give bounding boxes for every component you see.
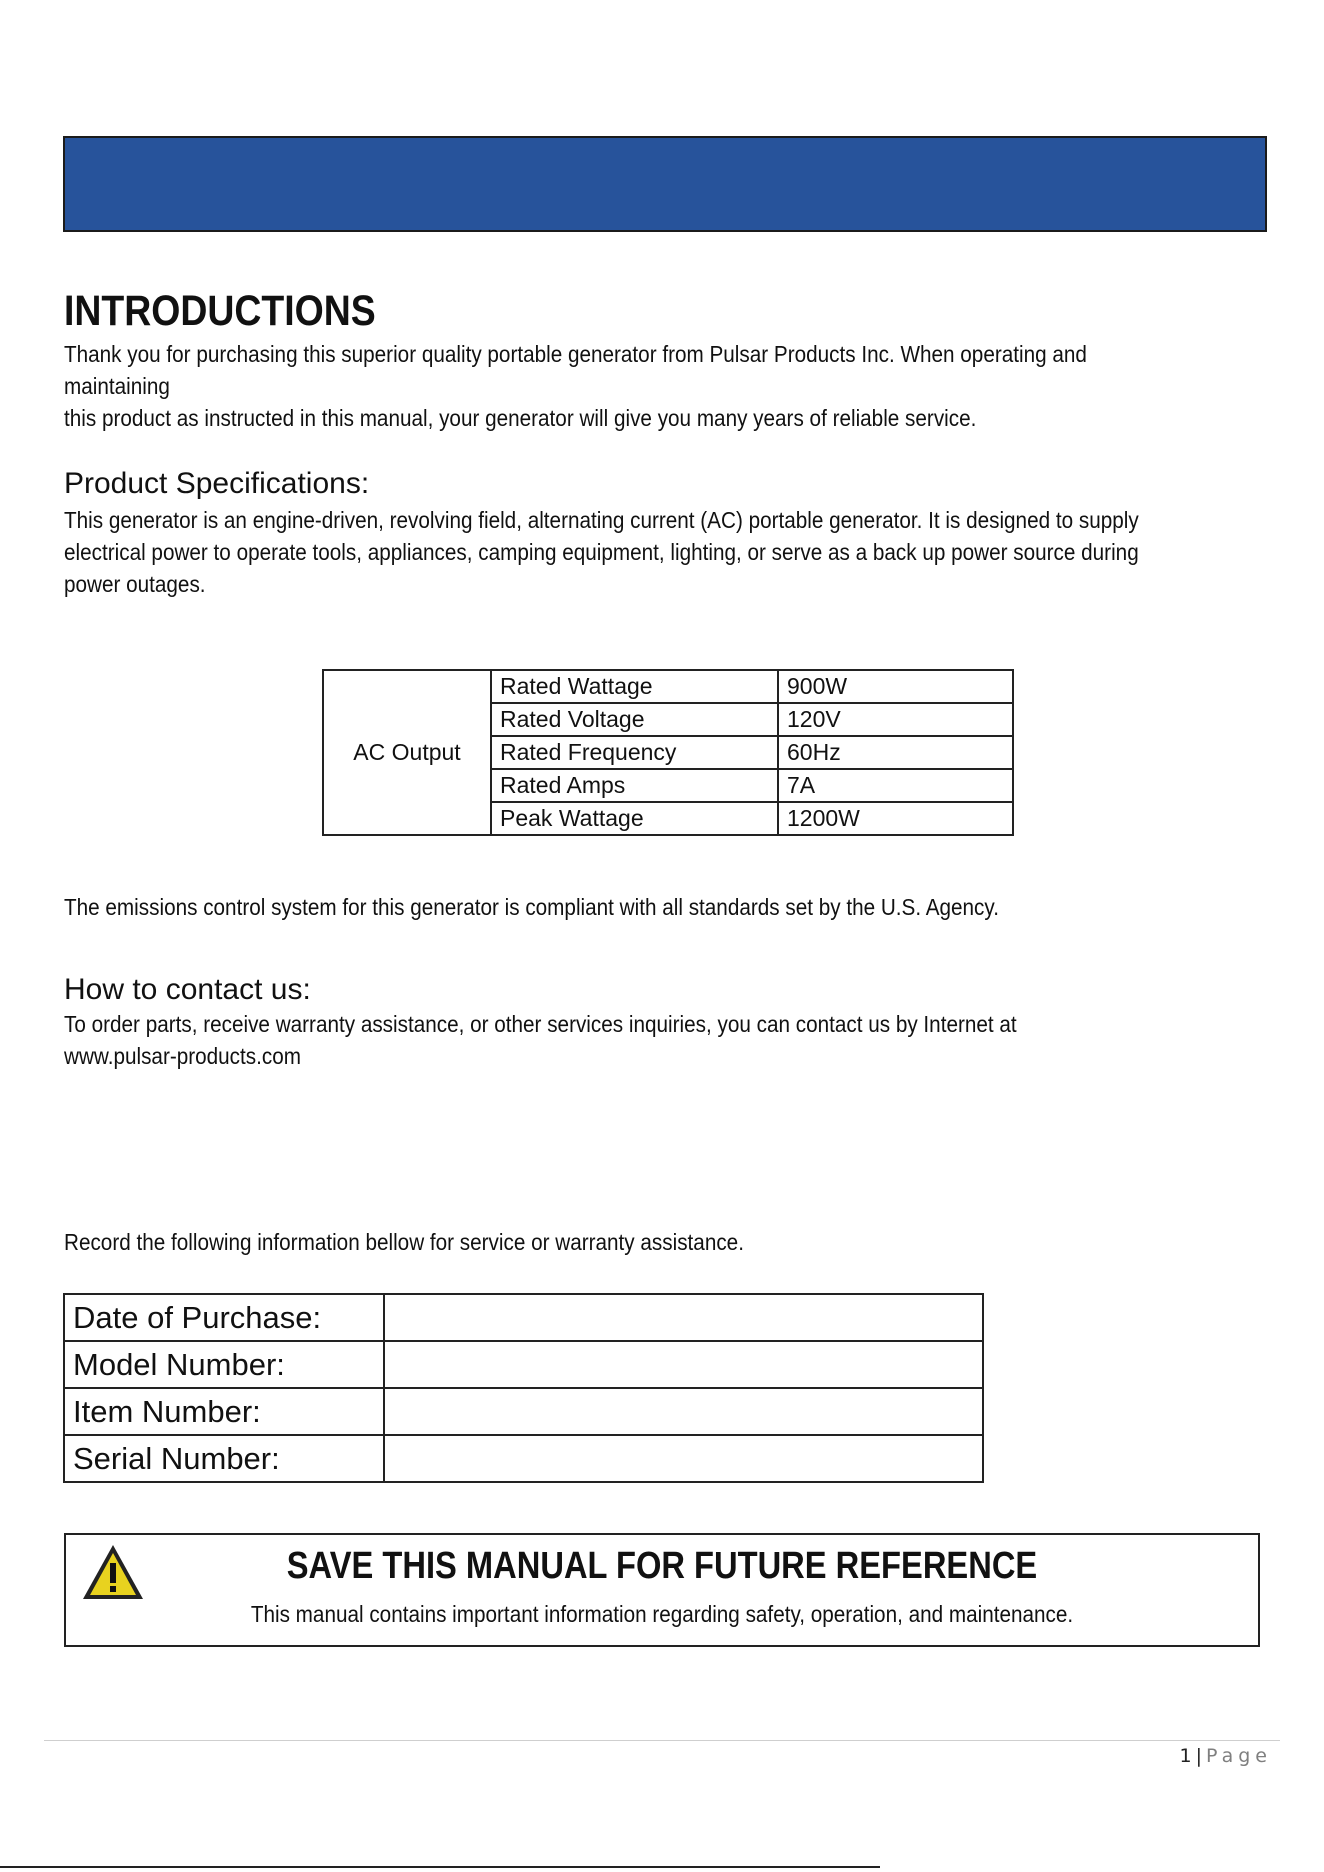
record-label: Model Number: [64,1341,384,1388]
notice-title: SAVE THIS MANUAL FOR FUTURE REFERENCE [286,1545,1038,1587]
page-number [1180,1745,1273,1767]
notice-subtitle: This manual contains important information regarding safety, operation, and maintenance. [250,1601,1074,1627]
footer-divider [44,1740,1280,1741]
page-separator: | [1195,1745,1202,1767]
page-word: Page [1206,1745,1272,1767]
record-intro: Record the following information bellow for service or warranty assistance. [64,1229,744,1255]
spec-value: 7A [778,769,1013,802]
model-number-field[interactable] [384,1341,983,1388]
contact-heading: How to contact us: [64,973,311,1006]
date-of-purchase-field[interactable] [384,1294,983,1341]
spec-table [322,669,1014,836]
bottom-rule [0,1866,880,1868]
spec-row [323,670,1013,703]
specs-paragraph: This generator is an engine-driven, revolving field, alternating current (AC) portable generator. It is designed to supply electrical power to operate tools, appliances, camping equipment, lighting, or serve as a back up power source during power outages. [64,507,1139,597]
spec-label: Rated Amps [491,769,778,802]
record-row [64,1435,983,1482]
page-number-value: 1 [1179,1745,1192,1767]
header-banner [63,136,1267,232]
spec-label: Peak Wattage [491,802,778,835]
spec-group-label: AC Output [323,670,491,835]
warning-triangle-icon [80,1541,146,1608]
record-label: Item Number: [64,1388,384,1435]
intro-paragraph: Thank you for purchasing this superior quality portable generator from Pulsar Products Inc. When operating and maintaining this product as instructed in this manual, your generator will give you many years of reliable service. [64,341,1087,431]
specs-heading: Product Specifications: [64,467,370,500]
item-number-field[interactable] [384,1388,983,1435]
record-row [64,1294,983,1341]
serial-number-field[interactable] [384,1435,983,1482]
emissions-statement: The emissions control system for this generator is compliant with all standards set by the U.S. Agency. [64,894,999,920]
spec-label: Rated Voltage [491,703,778,736]
contact-paragraph: To order parts, receive warranty assistance, or other services inquiries, you can contact us by Internet at www.pulsar-products.com [64,1011,1017,1069]
spec-label: Rated Frequency [491,736,778,769]
record-label: Serial Number: [64,1435,384,1482]
record-row [64,1388,983,1435]
spec-value: 120V [778,703,1013,736]
spec-label: Rated Wattage [491,670,778,703]
save-manual-notice [64,1533,1260,1647]
record-table [63,1293,984,1483]
spec-value: 60Hz [778,736,1013,769]
spec-value: 1200W [778,802,1013,835]
spec-value: 900W [778,670,1013,703]
record-label: Date of Purchase: [64,1294,384,1341]
intro-heading: INTRODUCTIONS [64,287,376,335]
record-row [64,1341,983,1388]
